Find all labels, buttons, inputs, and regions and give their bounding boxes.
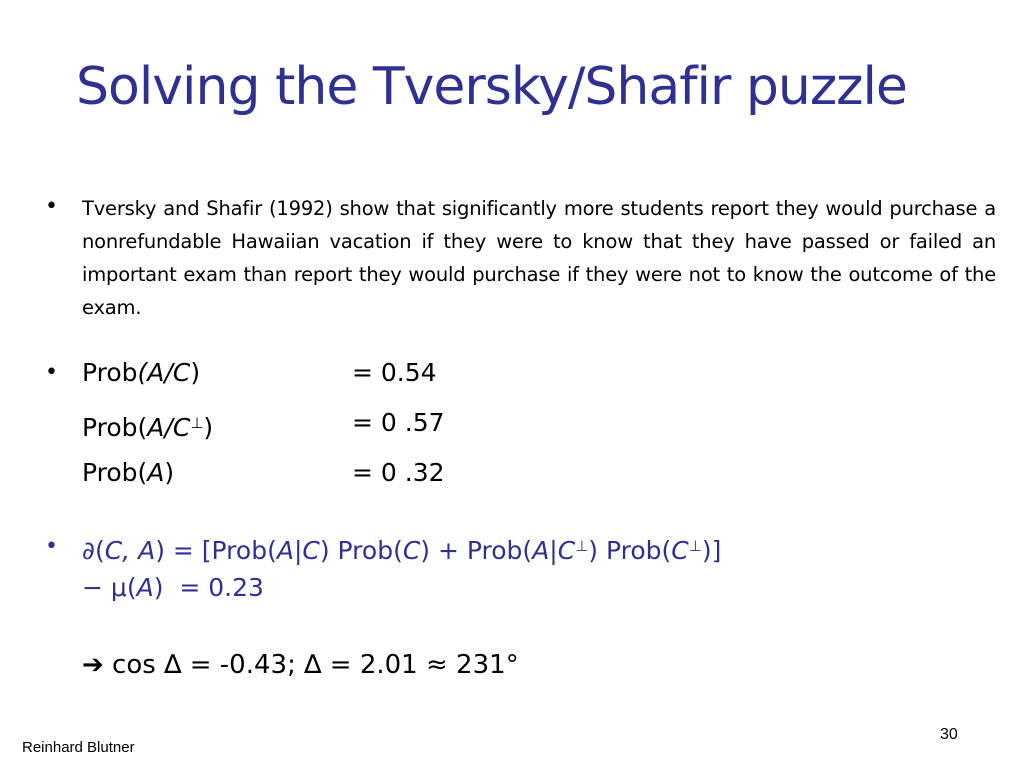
bullet-marker: •: [45, 194, 58, 219]
probability-value: = 0 .32: [352, 458, 445, 487]
page-number: 30: [940, 726, 958, 743]
body-paragraph: Tversky and Shafir (1992) show that significantly more students report they would purchase a nonrefundable Hawaiian vacation if they were to know that they have passed or failed an important exam than report they would purchase if they were not to know the outcome of the exam.: [82, 197, 996, 319]
probability-value: = 0.54: [352, 358, 437, 387]
probability-row: Prob(A/C⊥) = 0 .57: [82, 408, 445, 442]
page-title: Solving the Tversky/Shafir puzzle: [76, 57, 907, 117]
interference-formula: ∂(C, A) = [Prob(A|C) Prob(C) + Prob(A|C⊥) Prob(C⊥)]: [82, 536, 722, 565]
interference-formula-line2: − μ(A) = 0.23: [82, 573, 264, 602]
bullet-marker: •: [45, 534, 58, 559]
probability-value: = 0 .57: [352, 408, 445, 437]
bullet-marker: •: [45, 360, 58, 385]
probability-row: Prob(A/C) = 0.54: [82, 356, 200, 390]
probability-row: Prob(A) = 0 .32: [82, 456, 174, 490]
result-line: ➔ cos ∆ = -0.43; ∆ = 2.01 ≈ 231°: [82, 650, 519, 680]
footer-author: Reinhard Blutner: [22, 739, 135, 756]
arrow-icon: ➔: [82, 650, 104, 680]
